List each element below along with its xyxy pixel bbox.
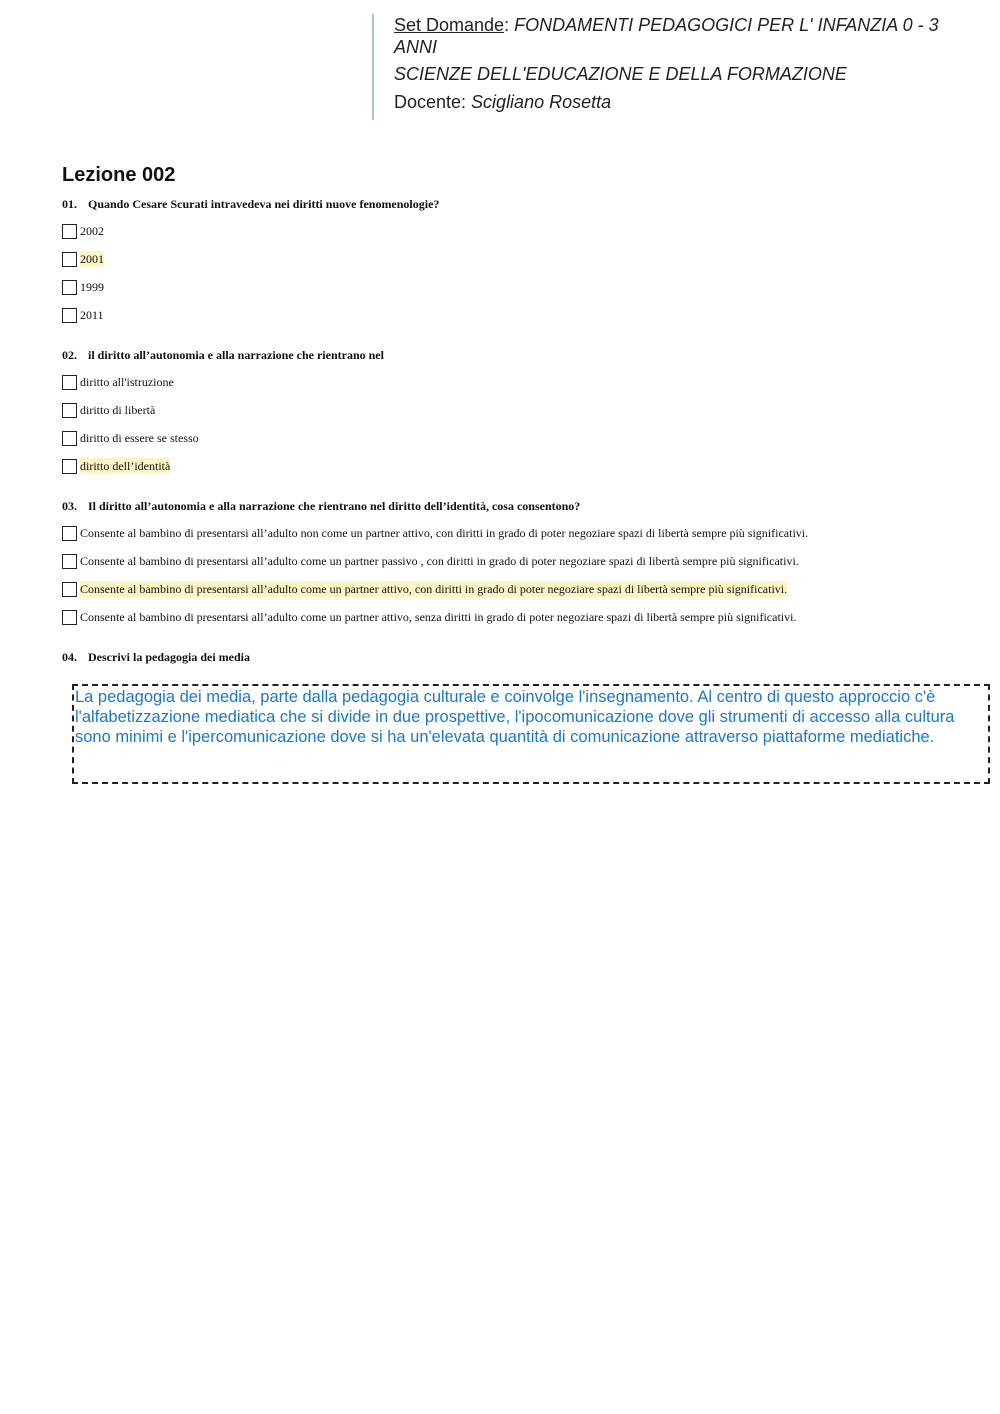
option-label: diritto di libertà [80, 403, 156, 417]
question-text [62, 650, 992, 664]
option-label-highlighted: 2001 [80, 252, 104, 266]
option-label: Consente al bambino di presentarsi all’adulto non come un partner attivo, con diritti in grado di poter negoziare spazi di libertà sempre più significativi. [80, 526, 809, 540]
question-number: 02. [62, 348, 77, 362]
option-label-highlighted: diritto dell’identità [80, 459, 171, 473]
option-item[interactable] [62, 553, 992, 569]
question-label: Il diritto all’autonomia e alla narrazione che rientrano nel diritto dell’identità, cosa consentono? [88, 499, 581, 513]
question-01 [62, 197, 992, 323]
option-item[interactable] [62, 525, 992, 541]
option-label: 1999 [80, 280, 104, 294]
question-label: Quando Cesare Scurati intravedeva nei diritti nuove fenomenologie? [88, 197, 440, 211]
option-label: diritto di essere se stesso [80, 431, 199, 445]
option-checkbox[interactable] [62, 431, 77, 446]
question-02 [62, 348, 992, 474]
answer-text-area[interactable]: La pedagogia dei media, parte dalla pedagogia culturale e coinvolge l'insegnamento. Al centro di questo approccio c'è l'alfabetizzazione mediatica che si divide in due prospettive, l'ipocomunicazione dove gli strumenti di accesso alla cultura sono minimi e l'ipercomunicazione dove si ha un'elevata quantità di comunicazione attraverso piattaforme mediatiche. [72, 684, 990, 784]
option-item[interactable] [62, 402, 992, 418]
option-label: 2011 [80, 308, 104, 322]
option-item[interactable] [62, 458, 992, 474]
teacher-label: Docente: [394, 92, 472, 112]
option-checkbox[interactable] [62, 280, 77, 295]
option-item[interactable] [62, 279, 992, 295]
faculty-name: SCIENZE DELL'EDUCAZIONE E DELLA FORMAZIONE [394, 64, 847, 84]
option-item[interactable] [62, 430, 992, 446]
question-label: Descrivi la pedagogia dei media [88, 650, 250, 664]
option-item[interactable] [62, 251, 992, 267]
teacher-line [394, 91, 982, 113]
option-checkbox[interactable] [62, 459, 77, 474]
set-label: Set Domande [394, 15, 505, 35]
option-item[interactable] [62, 307, 992, 323]
question-04 [62, 650, 992, 664]
option-label: diritto all'istruzione [80, 375, 174, 389]
option-checkbox[interactable] [62, 308, 77, 323]
option-item[interactable] [62, 581, 992, 597]
option-label: Consente al bambino di presentarsi all’adulto come un partner passivo , con diritti in grado di poter negoziare spazi di libertà sempre più significativi. [80, 554, 799, 568]
option-label: 2002 [80, 224, 104, 238]
option-checkbox[interactable] [62, 224, 77, 239]
set-separator: : [504, 15, 515, 35]
course-title: FONDAMENTI PEDAGOGICI PER L' INFANZIA 0 - 3 ANNI [394, 15, 939, 57]
question-text [62, 197, 992, 211]
question-number: 03. [62, 499, 77, 513]
course-line [394, 14, 982, 58]
question-number: 01. [62, 197, 77, 211]
option-item[interactable] [62, 223, 992, 239]
option-checkbox[interactable] [62, 375, 77, 390]
option-checkbox[interactable] [62, 554, 77, 569]
option-label-highlighted: Consente al bambino di presentarsi all’adulto come un partner attivo, con diritti in grado di poter negoziare spazi di libertà sempre più significativi. [80, 582, 788, 596]
option-checkbox[interactable] [62, 403, 77, 418]
option-item[interactable] [62, 609, 992, 625]
lesson-title: Lezione 002 [62, 164, 176, 186]
question-label: il diritto all’autonomia e alla narrazione che rientrano nel [88, 348, 384, 362]
option-checkbox[interactable] [62, 252, 77, 267]
option-checkbox[interactable] [62, 582, 77, 597]
document-header [372, 14, 982, 120]
option-checkbox[interactable] [62, 610, 77, 625]
option-checkbox[interactable] [62, 526, 77, 541]
question-text [62, 499, 992, 513]
teacher-name: Scigliano Rosetta [471, 92, 612, 112]
question-03 [62, 499, 992, 625]
question-text [62, 348, 992, 362]
question-number: 04. [62, 650, 77, 664]
option-item[interactable] [62, 374, 992, 390]
option-label: Consente al bambino di presentarsi all’adulto come un partner attivo, senza diritti in grado di poter negoziare spazi di libertà sempre più significativi. [80, 610, 797, 624]
